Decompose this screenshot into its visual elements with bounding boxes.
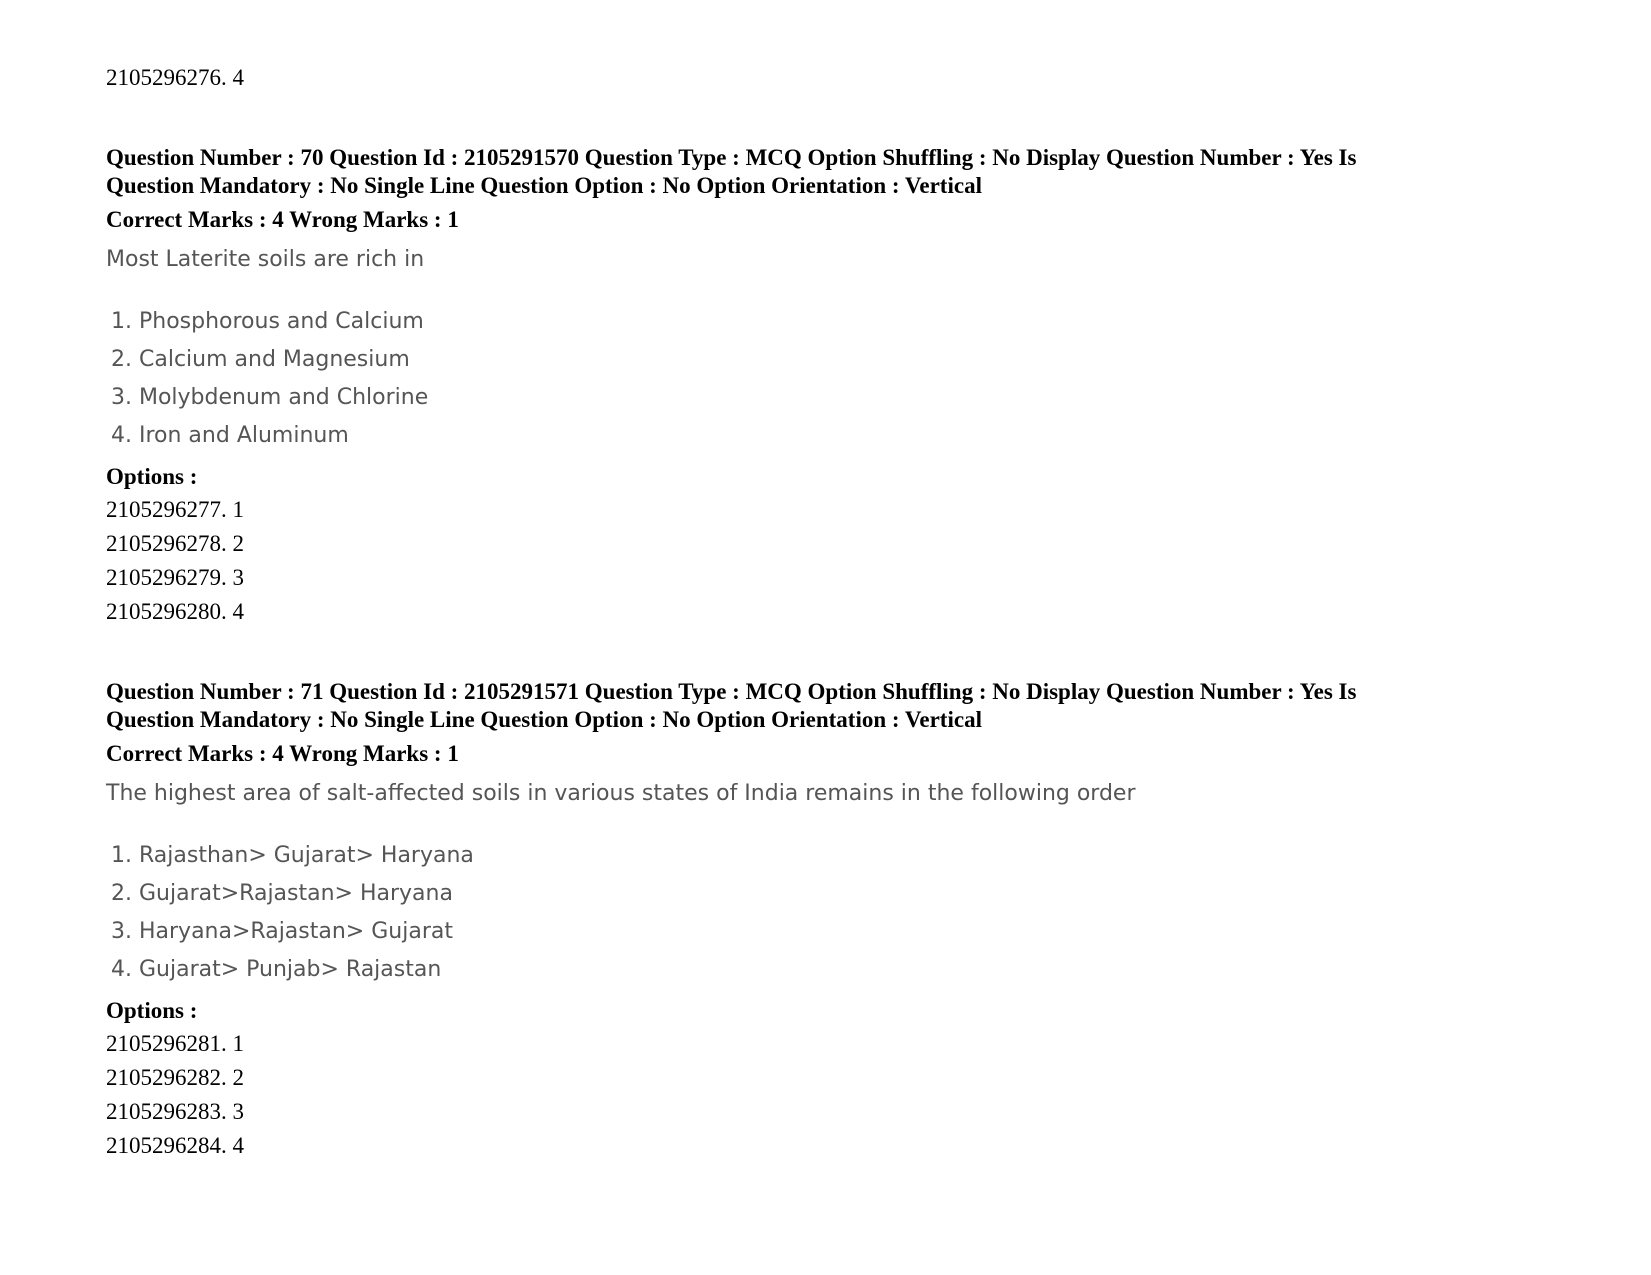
options-label: Options : bbox=[106, 998, 198, 1023]
choice-4: 4. Iron and Aluminum bbox=[111, 423, 349, 448]
choice-3: 3. Haryana>Rajastan> Gujarat bbox=[111, 919, 453, 944]
option-id-2: 2105296278. 2 bbox=[106, 531, 244, 556]
option-id-3: 2105296279. 3 bbox=[106, 565, 244, 590]
options-label: Options : bbox=[106, 464, 198, 489]
question-header-line2: Question Mandatory : No Single Line Question Option : No Option Orientation : Vertical bbox=[106, 707, 982, 732]
option-id-4: 2105296280. 4 bbox=[106, 599, 244, 624]
question-text: Most Laterite soils are rich in bbox=[106, 247, 425, 272]
question-header-line1: Question Number : 70 Question Id : 2105291570 Question Type : MCQ Option Shuffling : No Display Question Number : Yes Is bbox=[106, 145, 1357, 170]
choice-1: 1. Rajasthan> Gujarat> Haryana bbox=[111, 843, 474, 868]
question-header-line1: Question Number : 71 Question Id : 2105291571 Question Type : MCQ Option Shuffling : No Display Question Number : Yes Is bbox=[106, 679, 1357, 704]
question-header-line2: Question Mandatory : No Single Line Question Option : No Option Orientation : Vertical bbox=[106, 173, 982, 198]
choice-2: 2. Gujarat>Rajastan> Haryana bbox=[111, 881, 453, 906]
option-id-1: 2105296277. 1 bbox=[106, 497, 244, 522]
option-id-3: 2105296283. 3 bbox=[106, 1099, 244, 1124]
option-id-4: 2105296284. 4 bbox=[106, 1133, 244, 1158]
previous-option-4: 2105296276. 4 bbox=[106, 65, 244, 90]
choice-2: 2. Calcium and Magnesium bbox=[111, 347, 410, 372]
question-text: The highest area of salt-affected soils in various states of India remains in the following order bbox=[106, 781, 1136, 806]
option-id-2: 2105296282. 2 bbox=[106, 1065, 244, 1090]
question-marks: Correct Marks : 4 Wrong Marks : 1 bbox=[106, 741, 459, 766]
option-id-1: 2105296281. 1 bbox=[106, 1031, 244, 1056]
choice-1: 1. Phosphorous and Calcium bbox=[111, 309, 424, 334]
choice-4: 4. Gujarat> Punjab> Rajastan bbox=[111, 957, 442, 982]
choice-3: 3. Molybdenum and Chlorine bbox=[111, 385, 429, 410]
question-marks: Correct Marks : 4 Wrong Marks : 1 bbox=[106, 207, 459, 232]
